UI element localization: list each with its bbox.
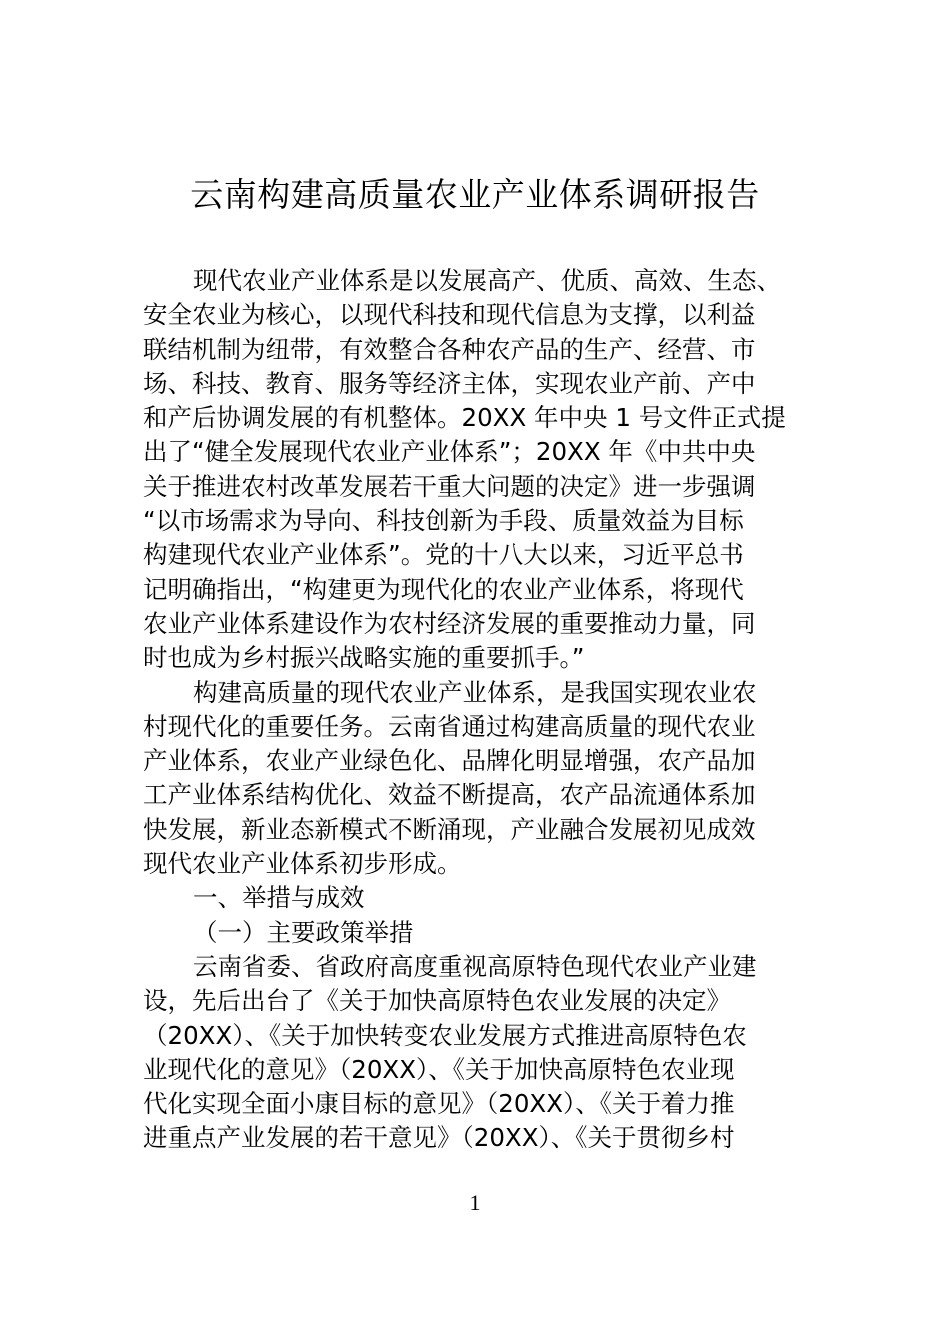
paragraph-2-line-1: 构建高质量的现代农业产业体系，是我国实现农业农 xyxy=(193,677,757,707)
paragraph-3-line-6: 进重点产业发展的若干意见》（20XX）、《关于贯彻乡村 xyxy=(143,1123,735,1153)
paragraph-1-line-9: 构建现代农业产业体系”。党的十八大以来，习近平总书 xyxy=(143,540,744,570)
paragraph-1-line-4: 场、科技、教育、服务等经济主体，实现农业产前、产中 xyxy=(143,368,756,398)
paragraph-2-line-4: 工产业体系结构优化、效益不断提高，农产品流通体系加 xyxy=(143,780,756,810)
paragraph-1-line-3: 联结机制为纽带，有效整合各种农产品的生产、经营、市 xyxy=(143,334,756,364)
paragraph-1-line-6: 出了“健全发展现代农业产业体系”；20XX 年《中共中央 xyxy=(143,437,756,467)
paragraph-3-line-2: 设，先后出台了《关于加快高原特色农业发展的决定》 xyxy=(143,986,731,1016)
paragraph-3-line-3: （20XX）、《关于加快转变农业发展方式推进高原特色农 xyxy=(143,1020,747,1050)
subsection-heading: （一）主要政策举措 xyxy=(193,917,414,947)
paragraph-1-line-12: 时也成为乡村振兴战略实施的重要抓手。” xyxy=(143,643,585,673)
paragraph-3-line-4: 业现代化的意见》（20XX）、《关于加快高原特色农业现 xyxy=(143,1054,735,1084)
paragraph-1-line-1: 现代农业产业体系是以发展高产、优质、高效、生态、 xyxy=(193,266,781,295)
document-title: 云南构建高质量农业产业体系调研报告 xyxy=(190,175,760,214)
page-number: 1 xyxy=(469,1190,481,1215)
paragraph-2-line-2: 村现代化的重要任务。云南省通过构建高质量的现代农业 xyxy=(143,711,756,741)
paragraph-1-line-10: 记明确指出，“构建更为现代化的农业产业体系，将现代 xyxy=(143,574,744,604)
document-body xyxy=(143,264,813,1156)
paragraph-2-line-5: 快发展，新业态新模式不断涌现，产业融合发展初见成效 xyxy=(143,814,756,844)
paragraph-1-line-7: 关于推进农村改革发展若干重大问题的决定》进一步强调 xyxy=(143,471,756,501)
paragraph-3-line-1: 云南省委、省政府高度重视高原特色现代农业产业建 xyxy=(193,951,757,981)
paragraph-1-line-5: 和产后协调发展的有机整体。20XX 年中央 1 号文件正式提 xyxy=(143,403,786,433)
paragraph-1-line-8: “以市场需求为导向、科技创新为手段、质量效益为目标 xyxy=(143,506,744,536)
paragraph-1-line-2: 安全农业为核心，以现代科技和现代信息为支撑，以利益 xyxy=(143,300,756,330)
paragraph-3-line-5: 代化实现全面小康目标的意见》（20XX）、《关于着力推 xyxy=(143,1089,735,1119)
paragraph-2-line-6: 现代农业产业体系初步形成。 xyxy=(143,849,462,879)
section-heading: 一、举措与成效 xyxy=(193,883,365,913)
paragraph-2-line-3: 产业体系，农业产业绿色化、品牌化明显增强，农产品加 xyxy=(143,746,756,776)
paragraph-1-line-11: 农业产业体系建设作为农村经济发展的重要推动力量，同 xyxy=(143,608,756,638)
